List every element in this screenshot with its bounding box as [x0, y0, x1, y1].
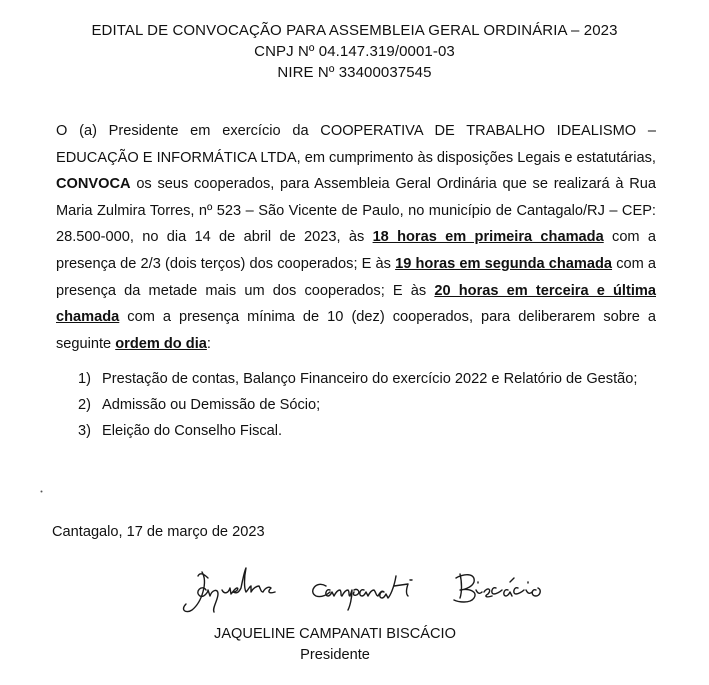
place-and-date: Cantagalo, 17 de março de 2023: [52, 524, 265, 540]
signer-role: Presidente: [300, 647, 370, 663]
agenda-item: [78, 418, 658, 444]
agenda-item-text: Admissão ou Demissão de Sócio;: [102, 397, 321, 413]
signer-name: JAQUELINE CAMPANATI BISCÁCIO: [214, 626, 456, 642]
agenda-item-number: 1): [78, 371, 91, 387]
nire-line: NIRE Nº 33400037545: [277, 64, 432, 81]
paragraph-text-3: com a presença de 2/3 (dois terços) dos cooperados; E às: [56, 229, 657, 272]
paragraph-text-6: :: [206, 335, 211, 352]
scan-speck: [40, 490, 43, 493]
paragraph-text-5: com a presença mínima de 10 (dez) cooperados, para deliberarem sobre a seguinte: [56, 309, 656, 352]
agenda-heading: ordem do dia: [115, 335, 207, 352]
paragraph-text-1: O (a) Presidente em exercício da COOPERATIVA DE TRABALHO IDEALISMO – EDUCAÇÃO E INFORMÁTICA LTDA, em cumprimento às disposições Legais e estatutárias,: [56, 123, 656, 166]
second-call-time: 19 horas em segunda chamada: [395, 255, 613, 272]
agenda-list: [78, 366, 658, 444]
cnpj-line: CNPJ Nº 04.147.319/0001-03: [254, 43, 455, 60]
convoca-keyword: CONVOCA: [56, 176, 131, 193]
agenda-item-number: 2): [78, 397, 91, 413]
agenda-item: [78, 392, 658, 418]
first-call-time: 18 horas em primeira chamada: [372, 229, 604, 246]
handwritten-signature: [178, 560, 578, 620]
agenda-item-number: 3): [78, 423, 91, 439]
agenda-item: [78, 366, 658, 392]
third-call-time: 20 horas em terceira e última chamada: [56, 282, 656, 326]
document-header: [0, 20, 709, 83]
paragraph-text-4: com a presença da metade mais um dos cooperados; E às: [56, 255, 657, 299]
document-title: EDITAL DE CONVOCAÇÃO PARA ASSEMBLEIA GERAL ORDINÁRIA – 2023: [91, 22, 618, 39]
agenda-item-text: Prestação de contas, Balanço Financeiro do exercício 2022 e Relatório de Gestão;: [102, 371, 638, 387]
signer-block: [170, 624, 500, 666]
paragraph-text-2: os seus cooperados, para Assembleia Geral Ordinária que se realizará à Rua Maria Zulmira Torres, nº 523 – São Vicente de Paulo, no município de Cantagalo/RJ – CEP: 28.500-000, no dia 14 de abril de 2023, às: [56, 176, 656, 246]
convocation-paragraph: [56, 118, 656, 357]
agenda-item-text: Eleição do Conselho Fiscal.: [102, 423, 283, 439]
